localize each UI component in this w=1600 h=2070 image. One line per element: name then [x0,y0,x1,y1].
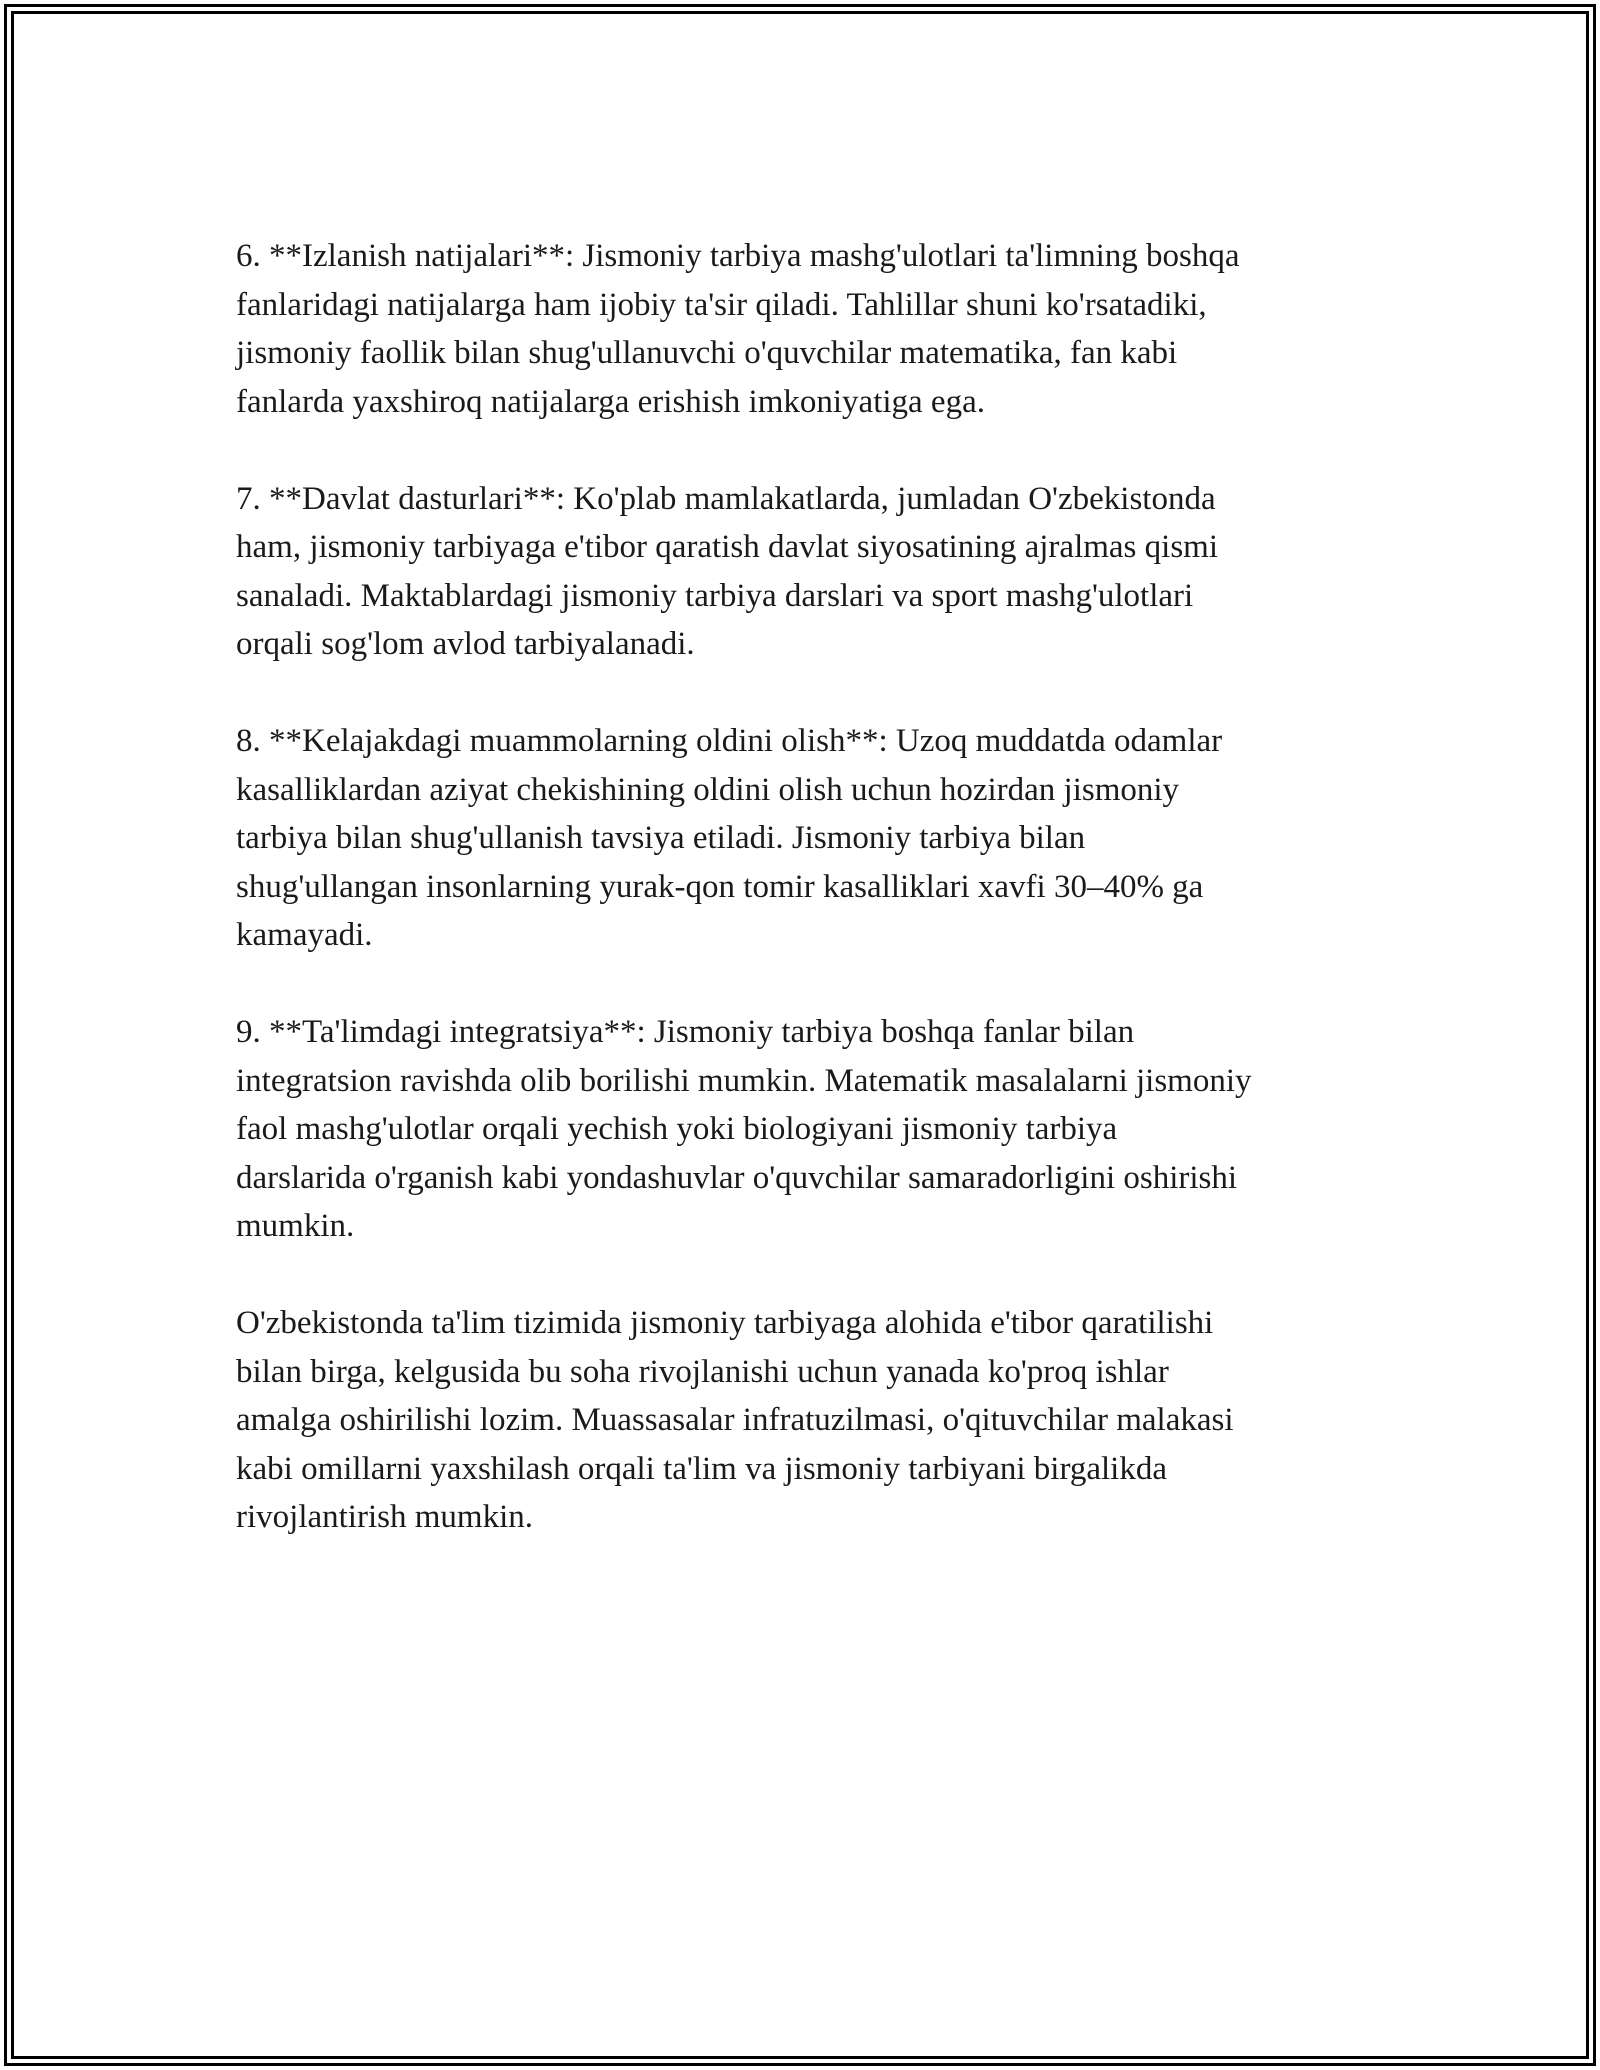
paragraph-conclusion: O'zbekistonda ta'lim tizimida jismoniy tarbiyaga alohida e'tibor qaratilishi bilan birga, kelgusida bu soha rivojlanishi uchun yanada ko'proq ishlar amalga oshirilishi lozim. Muassasalar infratuzilmasi, o'qituvchilar malakasi kabi omillarni yaxshilash orqali ta'lim va jismoniy tarbiyani birgalikda rivojlantirish mumkin. [236,1305,1234,1535]
paragraph-davlat-dasturlari: 7. **Davlat dasturlari**: Ko'plab mamlakatlarda, jumladan O'zbekistonda ham, jismoniy tarbiyaga e'tibor qaratish davlat siyosatining ajralmas qismi sanaladi. Maktablardagi jismoniy tarbiya darslari va sport mashg'ulotlari orqali sog'lom avlod tarbiyalanadi. [236,480,1218,662]
paragraph-talimdagi-integratsiya: 9. **Ta'limdagi integratsiya**: Jismoniy tarbiya boshqa fanlar bilan integratsion ravishda olib borilishi mumkin. Matematik masalalarni jismoniy faol mashg'ulotlar orqali yechish yoki biologiyani jismoniy tarbiya darslarida o'rganish kabi yondashuvlar o'quvchilar samaradorligini oshirishi mumkin. [236,1014,1252,1244]
paragraph-izlanish-natijalari: 6. **Izlanish natijalari**: Jismoniy tarbiya mashg'ulotlari ta'limning boshqa fanlaridagi natijalarga ham ijobiy ta'sir qiladi. Tahlillar shuni ko'rsatadiki, jismoniy faollik bilan shug'ullanuvchi o'quvchilar matematika, fan kabi fanlarda yaxshiroq natijalarga erishish imkoniyatiga ega. [236,238,1240,420]
document-body [236,232,1376,1590]
paragraph-kelajakdagi-muammolar: 8. **Kelajakdagi muammolarning oldini olish**: Uzoq muddatda odamlar kasalliklardan aziyat chekishining oldini olish uchun hozirdan jismoniy tarbiya bilan shug'ullanish tavsiya etiladi. Jismoniy tarbiya bilan shug'ullangan insonlarning yurak-qon tomir kasalliklari xavfi 30–40% ga kamayadi. [236,723,1223,953]
